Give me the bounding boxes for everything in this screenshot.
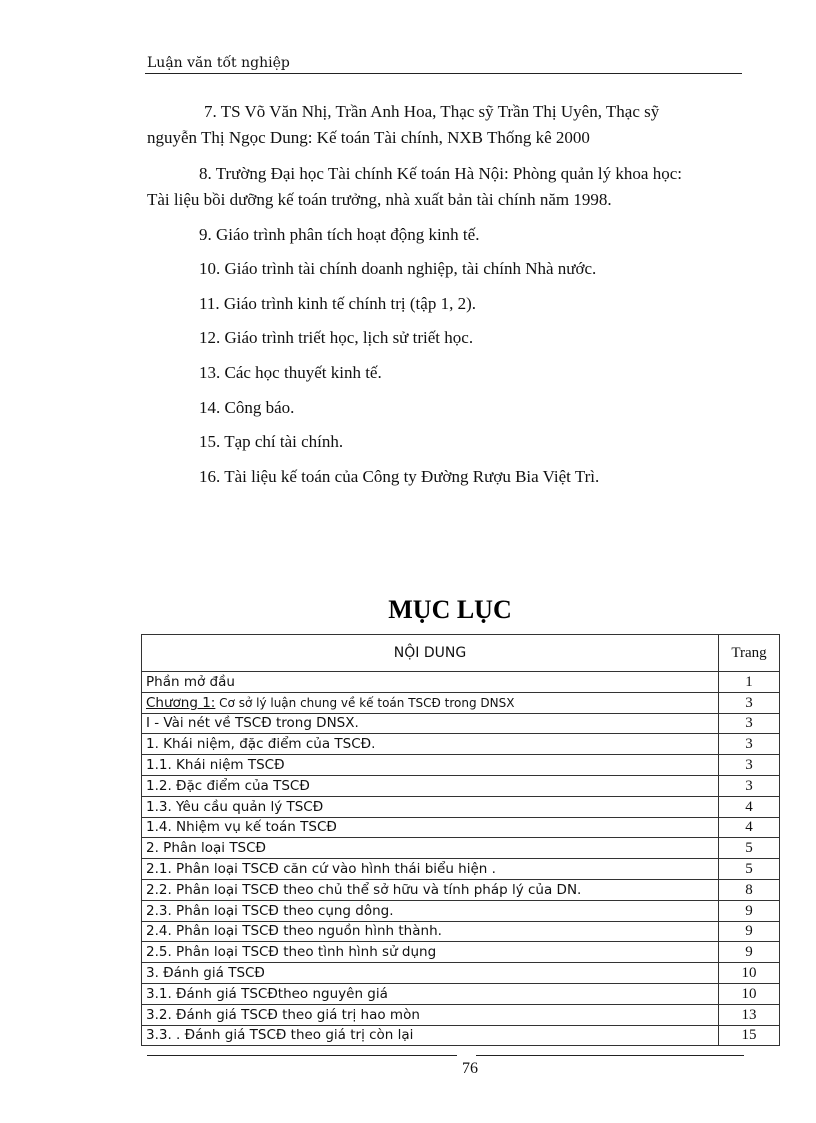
reference-14: 14. Công báo. xyxy=(199,398,295,417)
footer-rule-left xyxy=(147,1055,457,1056)
toc-col-content: NỘI DUNG xyxy=(142,635,719,672)
toc-row xyxy=(142,755,780,776)
toc-row-page: 3 xyxy=(719,734,780,755)
toc-row xyxy=(142,672,780,693)
toc-row xyxy=(142,838,780,859)
toc-row-page: 5 xyxy=(719,859,780,880)
toc-row-text: 3.1. Đánh giá TSCĐtheo nguyên giá xyxy=(142,983,719,1004)
toc-row xyxy=(142,734,780,755)
toc-row-page: 4 xyxy=(719,796,780,817)
toc-row-page: 9 xyxy=(719,900,780,921)
toc-row-page: 8 xyxy=(719,879,780,900)
toc-row-text: 3.3. . Đánh giá TSCĐ theo giá trị còn lại xyxy=(142,1025,719,1046)
reference-7-line2: nguyễn Thị Ngọc Dung: Kế toán Tài chính, NXB Thống kê 2000 xyxy=(147,128,590,147)
reference-11: 11. Giáo trình kinh tế chính trị (tập 1, 2). xyxy=(199,294,476,313)
toc-row-text: 1.2. Đặc điểm của TSCĐ xyxy=(142,775,719,796)
toc-row xyxy=(142,817,780,838)
toc-row-text: 1. Khái niệm, đặc điểm của TSCĐ. xyxy=(142,734,719,755)
toc-row xyxy=(142,900,780,921)
toc-row-page: 9 xyxy=(719,942,780,963)
page-number: 76 xyxy=(462,1060,478,1077)
toc-row-page: 4 xyxy=(719,817,780,838)
chapter-title: Cơ sở lý luận chung về kế toán TSCĐ trong DNSX xyxy=(215,695,515,710)
toc-col-page: Trang xyxy=(719,635,780,672)
toc-row-page: 5 xyxy=(719,838,780,859)
toc-row-text: 1.1. Khái niệm TSCĐ xyxy=(142,755,719,776)
reference-15: 15. Tạp chí tài chính. xyxy=(199,432,344,451)
toc-row xyxy=(142,963,780,984)
toc-row-page: 10 xyxy=(719,963,780,984)
reference-9: 9. Giáo trình phân tích hoạt động kinh tế. xyxy=(199,225,480,244)
toc-row-text: Phần mở đầu xyxy=(142,672,719,693)
reference-7-line1: 7. TS Võ Văn Nhị, Trần Anh Hoa, Thạc sỹ Trần Thị Uyên, Thạc sỹ xyxy=(204,102,660,121)
toc-row-text xyxy=(142,692,719,713)
toc-row-page: 10 xyxy=(719,983,780,1004)
toc-row-page: 13 xyxy=(719,1004,780,1025)
toc-row xyxy=(142,879,780,900)
reference-8-line2: Tài liệu bồi dưỡng kế toán trưởng, nhà xuất bản tài chính năm 1998. xyxy=(147,190,612,209)
toc-row xyxy=(142,1004,780,1025)
reference-8 xyxy=(147,161,767,213)
reference-10: 10. Giáo trình tài chính doanh nghiệp, tài chính Nhà nước. xyxy=(199,259,597,278)
toc-row xyxy=(142,796,780,817)
toc-title: MỤC LỤC xyxy=(388,595,512,624)
reference-16: 16. Tài liệu kế toán của Công ty Đường Rượu Bia Việt Trì. xyxy=(199,467,600,486)
toc-row-text: 2.1. Phân loại TSCĐ căn cứ vào hình thái biểu hiện . xyxy=(142,859,719,880)
toc-row-page: 3 xyxy=(719,775,780,796)
running-header: Luận văn tốt nghiệp xyxy=(147,55,290,71)
toc-row xyxy=(142,859,780,880)
toc-table xyxy=(141,634,780,1046)
toc-row xyxy=(142,713,780,734)
toc-row-text: 2.4. Phân loại TSCĐ theo nguồn hình thành. xyxy=(142,921,719,942)
toc-row-page: 1 xyxy=(719,672,780,693)
toc-row-text: I - Vài nét về TSCĐ trong DNSX. xyxy=(142,713,719,734)
footer-rule-right xyxy=(476,1055,744,1056)
toc-row-text: 1.3. Yêu cầu quản lý TSCĐ xyxy=(142,796,719,817)
toc-row-page: 15 xyxy=(719,1025,780,1046)
toc-row xyxy=(142,775,780,796)
toc-row xyxy=(142,942,780,963)
toc-row xyxy=(142,1025,780,1046)
reference-7 xyxy=(147,99,767,151)
toc-row-text: 2.5. Phân loại TSCĐ theo tình hình sử dụng xyxy=(142,942,719,963)
toc-row xyxy=(142,983,780,1004)
toc-row-text: 2. Phân loại TSCĐ xyxy=(142,838,719,859)
toc-row-text: 2.2. Phân loại TSCĐ theo chủ thể sở hữu và tính pháp lý của DN. xyxy=(142,879,719,900)
toc-row-page: 3 xyxy=(719,692,780,713)
reference-13: 13. Các học thuyết kinh tế. xyxy=(199,363,382,382)
toc-header-row xyxy=(142,635,780,672)
toc-row-text: 3.2. Đánh giá TSCĐ theo giá trị hao mòn xyxy=(142,1004,719,1025)
toc-row-text: 1.4. Nhiệm vụ kế toán TSCĐ xyxy=(142,817,719,838)
chapter-label: Chương 1: xyxy=(146,694,216,711)
toc-row-page: 3 xyxy=(719,713,780,734)
toc-row xyxy=(142,921,780,942)
toc-row-text: 3. Đánh giá TSCĐ xyxy=(142,963,719,984)
toc-row-page: 9 xyxy=(719,921,780,942)
reference-12: 12. Giáo trình triết học, lịch sử triết học. xyxy=(199,328,474,347)
toc-row-page: 3 xyxy=(719,755,780,776)
reference-8-line1: 8. Trường Đại học Tài chính Kế toán Hà Nội: Phòng quản lý khoa học: xyxy=(199,164,682,183)
header-rule xyxy=(145,73,742,74)
toc-row-chapter xyxy=(142,692,780,713)
toc-row-text: 2.3. Phân loại TSCĐ theo cụng dông. xyxy=(142,900,719,921)
